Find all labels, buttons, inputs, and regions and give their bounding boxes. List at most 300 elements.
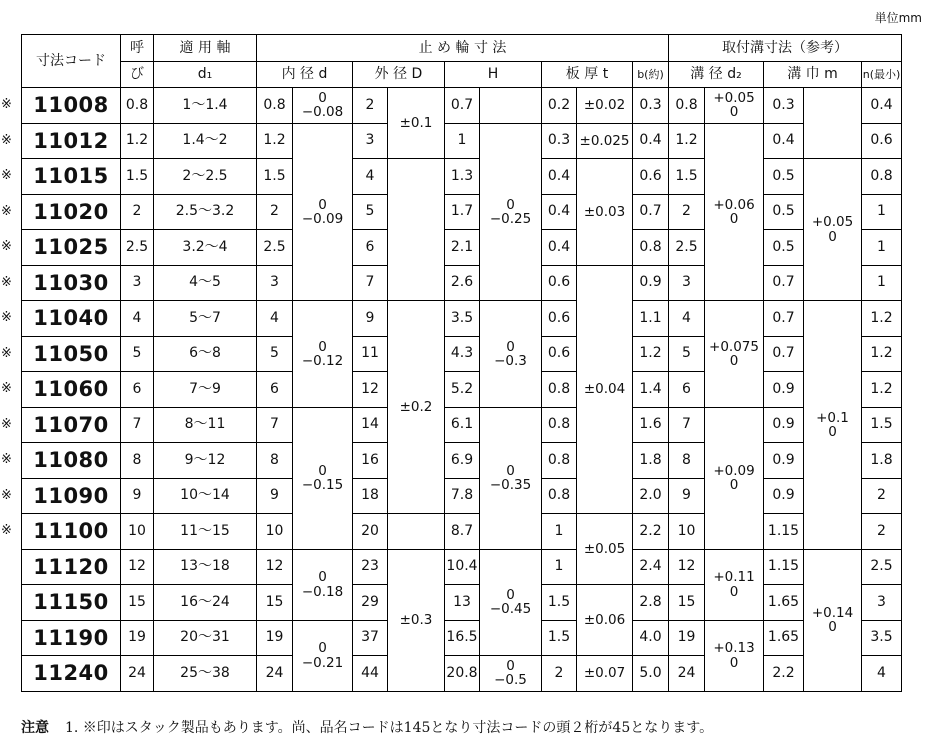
nominal-size: 24 (121, 656, 154, 692)
stack-mark: ※ (1, 523, 12, 538)
table-row (22, 585, 902, 621)
table-row (22, 656, 902, 692)
stack-mark: ※ (1, 275, 12, 290)
footnote (21, 717, 713, 737)
n-min: 1 (862, 265, 902, 301)
groove-diameter: 1.2 (669, 123, 705, 159)
thickness-tolerance: ±0.04 (577, 265, 633, 514)
outer-diameter: 29 (353, 585, 388, 621)
h-value: 4.3 (445, 336, 480, 372)
groove-width: 1.15 (764, 549, 804, 585)
b-approx: 1.4 (633, 372, 669, 408)
header-dimension-code: 寸法コード (22, 35, 121, 88)
groove-width-tolerance (804, 301, 862, 550)
header-thickness: 板 厚 t (542, 62, 633, 88)
h-tolerance (480, 301, 542, 408)
groove-width: 0.9 (764, 478, 804, 514)
b-approx: 4.0 (633, 620, 669, 656)
tolerance-line: −0.09 (301, 210, 344, 227)
h-tolerance (480, 407, 542, 549)
groove-diameter: 19 (669, 620, 705, 656)
outer-diameter: 6 (353, 230, 388, 266)
groove-diameter: 4 (669, 301, 705, 337)
inner-diameter: 5 (257, 336, 293, 372)
applicable-shaft: 4～5 (154, 265, 257, 301)
nominal-size: 2.5 (121, 230, 154, 266)
tolerance-line: 0 (318, 462, 327, 479)
stack-mark: ※ (1, 133, 12, 148)
inner-diameter-tolerance (293, 620, 353, 691)
thickness: 0.4 (542, 230, 577, 266)
table-row (22, 443, 902, 479)
groove-width: 0.4 (764, 123, 804, 159)
thickness-tolerance: ±0.03 (577, 159, 633, 266)
stack-mark: ※ (1, 239, 12, 254)
tolerance-line: 0 (729, 477, 739, 493)
outer-diameter: 11 (353, 336, 388, 372)
n-min: 1.2 (862, 336, 902, 372)
thickness: 0.6 (542, 265, 577, 301)
b-approx: 1.6 (633, 407, 669, 443)
thickness: 1 (542, 549, 577, 585)
table-row (22, 265, 902, 301)
tolerance-line: 0 (506, 462, 515, 479)
table-row (22, 336, 902, 372)
tolerance-line: −0.3 (494, 352, 527, 369)
tolerance-line: 0 (729, 210, 739, 227)
header-h: H (445, 62, 542, 88)
groove-diameter-tolerance (705, 301, 764, 408)
header-ring-dimensions: 止 め 輪 寸 法 (257, 35, 669, 62)
dimension-code: 11020 (22, 194, 121, 230)
outer-diameter-tolerance (388, 514, 445, 550)
groove-diameter-tolerance (705, 123, 764, 301)
groove-diameter-tolerance (705, 88, 764, 124)
dimension-code: 11070 (22, 407, 121, 443)
outer-diameter-tolerance: ±0.3 (388, 549, 445, 691)
inner-diameter: 0.8 (257, 88, 293, 124)
h-tolerance (480, 123, 542, 301)
header-nominal-top: 呼 (121, 35, 154, 62)
thickness: 0.8 (542, 407, 577, 443)
applicable-shaft: 2.5～3.2 (154, 194, 257, 230)
h-value: 6.9 (445, 443, 480, 479)
applicable-shaft: 5～7 (154, 301, 257, 337)
n-min: 1 (862, 194, 902, 230)
thickness: 0.3 (542, 123, 577, 159)
applicable-shaft: 6～8 (154, 336, 257, 372)
applicable-shaft: 1～1.4 (154, 88, 257, 124)
tolerance-line: 0 (318, 338, 327, 355)
groove-width: 0.9 (764, 407, 804, 443)
snap-ring-dimension-table (21, 34, 902, 692)
groove-width: 2.2 (764, 656, 804, 692)
n-min: 0.8 (862, 159, 902, 195)
groove-width-tolerance (804, 159, 862, 301)
b-approx: 5.0 (633, 656, 669, 692)
table-row (22, 88, 902, 124)
h-value: 10.4 (445, 549, 480, 585)
inner-diameter: 7 (257, 407, 293, 443)
table-row (22, 478, 902, 514)
nominal-size: 2 (121, 194, 154, 230)
stack-mark: ※ (1, 381, 12, 396)
groove-width: 1.65 (764, 620, 804, 656)
inner-diameter: 8 (257, 443, 293, 479)
inner-diameter-tolerance (293, 407, 353, 549)
applicable-shaft: 2～2.5 (154, 159, 257, 195)
b-approx: 2.8 (633, 585, 669, 621)
outer-diameter: 5 (353, 194, 388, 230)
b-approx: 1.8 (633, 443, 669, 479)
inner-diameter: 3 (257, 265, 293, 301)
groove-diameter-tolerance (705, 620, 764, 691)
outer-diameter: 18 (353, 478, 388, 514)
tolerance-line: +0.05 (713, 90, 755, 107)
tolerance-line: 0 (318, 196, 327, 213)
nominal-size: 6 (121, 372, 154, 408)
inner-diameter: 1.5 (257, 159, 293, 195)
h-value: 2.1 (445, 230, 480, 266)
h-value: 3.5 (445, 301, 480, 337)
stack-mark: ※ (1, 310, 12, 325)
groove-width: 0.7 (764, 265, 804, 301)
thickness: 0.6 (542, 336, 577, 372)
tolerance-line: −0.25 (489, 210, 532, 227)
applicable-shaft: 3.2～4 (154, 230, 257, 266)
tolerance-line: −0.08 (301, 104, 344, 121)
groove-diameter: 1.5 (669, 159, 705, 195)
tolerance-line: 0 (318, 90, 327, 107)
applicable-shaft: 8～11 (154, 407, 257, 443)
b-approx: 1.2 (633, 336, 669, 372)
groove-diameter: 3 (669, 265, 705, 301)
thickness: 0.8 (542, 478, 577, 514)
b-approx: 0.3 (633, 88, 669, 124)
tolerance-line: +0.06 (713, 196, 755, 213)
dimension-code: 11190 (22, 620, 121, 656)
n-min: 2 (862, 478, 902, 514)
n-min: 1.5 (862, 407, 902, 443)
tolerance-line: 0 (828, 423, 837, 440)
inner-diameter-tolerance (293, 549, 353, 620)
inner-diameter: 6 (257, 372, 293, 408)
groove-width: 0.7 (764, 301, 804, 337)
dimension-code: 11025 (22, 230, 121, 266)
h-value: 1.3 (445, 159, 480, 195)
outer-diameter: 2 (353, 88, 388, 124)
applicable-shaft: 16～24 (154, 585, 257, 621)
applicable-shaft: 20～31 (154, 620, 257, 656)
applicable-shaft: 11～15 (154, 514, 257, 550)
nominal-size: 12 (121, 549, 154, 585)
header-shaft-top: 適 用 軸 (154, 35, 257, 62)
outer-diameter: 14 (353, 407, 388, 443)
nominal-size: 1.2 (121, 123, 154, 159)
groove-diameter: 24 (669, 656, 705, 692)
thickness: 0.8 (542, 443, 577, 479)
table-row (22, 123, 902, 159)
tolerance-line: 0 (729, 352, 739, 369)
n-min: 3 (862, 585, 902, 621)
stack-mark: ※ (1, 452, 12, 467)
inner-diameter-tolerance (293, 123, 353, 301)
tolerance-line: −0.12 (301, 352, 344, 369)
groove-width: 1.65 (764, 585, 804, 621)
outer-diameter: 4 (353, 159, 388, 195)
tolerance-line: +0.09 (713, 462, 755, 479)
b-approx: 0.9 (633, 265, 669, 301)
groove-width: 0.5 (764, 159, 804, 195)
tolerance-line: +0.11 (713, 569, 755, 586)
tolerance-line: 0 (506, 196, 515, 213)
groove-diameter: 2.5 (669, 230, 705, 266)
unit-label: 単位mm (874, 11, 922, 25)
tolerance-line: −0.45 (489, 601, 532, 618)
outer-diameter: 16 (353, 443, 388, 479)
h-value: 7.8 (445, 478, 480, 514)
b-approx: 0.7 (633, 194, 669, 230)
nominal-size: 3 (121, 265, 154, 301)
groove-width: 1.15 (764, 514, 804, 550)
dimension-code: 11100 (22, 514, 121, 550)
groove-diameter: 5 (669, 336, 705, 372)
groove-diameter: 12 (669, 549, 705, 585)
groove-width: 0.3 (764, 88, 804, 124)
thickness-tolerance: ±0.02 (577, 88, 633, 124)
footnote-text: 1. ※印はスタック製品もあります。尚、品名コードは145となり寸法コードの頭２桁が45となります。 (65, 720, 714, 736)
header-inner-diameter: 内 径 d (257, 62, 353, 88)
tolerance-line: 0 (729, 104, 739, 121)
n-min: 1 (862, 230, 902, 266)
thickness: 0.2 (542, 88, 577, 124)
applicable-shaft: 7～9 (154, 372, 257, 408)
inner-diameter: 4 (257, 301, 293, 337)
groove-diameter-tolerance (705, 549, 764, 620)
nominal-size: 7 (121, 407, 154, 443)
outer-diameter: 7 (353, 265, 388, 301)
outer-diameter: 44 (353, 656, 388, 692)
b-approx: 2.0 (633, 478, 669, 514)
groove-width: 0.5 (764, 194, 804, 230)
tolerance-line: 0 (828, 619, 837, 635)
tolerance-line: +0.1 (816, 409, 849, 426)
groove-diameter: 8 (669, 443, 705, 479)
tolerance-line: −0.35 (489, 477, 532, 493)
dimension-code: 11090 (22, 478, 121, 514)
n-min: 1.8 (862, 443, 902, 479)
b-approx: 2.4 (633, 549, 669, 585)
dimension-code: 11060 (22, 372, 121, 408)
n-min: 1.2 (862, 372, 902, 408)
h-tolerance (480, 549, 542, 656)
header-groove-dimensions: 取付溝寸法（参考） (669, 35, 902, 62)
b-approx: 0.6 (633, 159, 669, 195)
table-row (22, 230, 902, 266)
dimension-code: 11040 (22, 301, 121, 337)
thickness-tolerance: ±0.07 (577, 656, 633, 692)
groove-width-tolerance (804, 549, 862, 691)
nominal-size: 10 (121, 514, 154, 550)
inner-diameter: 19 (257, 620, 293, 656)
nominal-size: 5 (121, 336, 154, 372)
tolerance-line: +0.13 (713, 640, 755, 657)
outer-diameter: 37 (353, 620, 388, 656)
tolerance-line: 0 (506, 658, 515, 675)
tolerance-line: 0 (318, 569, 327, 586)
stack-mark: ※ (1, 97, 12, 112)
table-row (22, 372, 902, 408)
outer-diameter: 12 (353, 372, 388, 408)
table-row (22, 620, 902, 656)
tolerance-line: +0.14 (811, 604, 854, 621)
h-value: 2.6 (445, 265, 480, 301)
tolerance-line: 0 (828, 228, 837, 245)
applicable-shaft: 25～38 (154, 656, 257, 692)
outer-diameter: 9 (353, 301, 388, 337)
nominal-size: 9 (121, 478, 154, 514)
b-approx: 0.4 (633, 123, 669, 159)
thickness: 0.6 (542, 301, 577, 337)
groove-width: 0.9 (764, 443, 804, 479)
h-value: 5.2 (445, 372, 480, 408)
n-min: 0.4 (862, 88, 902, 124)
groove-diameter: 15 (669, 585, 705, 621)
b-approx: 2.2 (633, 514, 669, 550)
tolerance-line: 0 (506, 587, 515, 604)
tolerance-line: 0 (318, 640, 327, 657)
groove-diameter: 6 (669, 372, 705, 408)
stack-mark: ※ (1, 346, 12, 361)
dimension-code: 11015 (22, 159, 121, 195)
inner-diameter: 10 (257, 514, 293, 550)
thickness: 1.5 (542, 620, 577, 656)
h-value: 1 (445, 123, 480, 159)
dimension-code: 11030 (22, 265, 121, 301)
inner-diameter-tolerance (293, 88, 353, 124)
n-min: 1.2 (862, 301, 902, 337)
h-value: 20.8 (445, 656, 480, 692)
table-row (22, 549, 902, 585)
tolerance-line: +0.05 (811, 214, 854, 231)
dimension-code: 11012 (22, 123, 121, 159)
tolerance-line: 0 (729, 583, 739, 600)
outer-diameter-tolerance: ±0.1 (388, 88, 445, 159)
tolerance-line: 0 (729, 654, 739, 671)
n-min: 2 (862, 514, 902, 550)
header-shaft-bottom: d₁ (154, 62, 257, 88)
header-outer-diameter: 外 径 D (353, 62, 445, 88)
table-row (22, 407, 902, 443)
groove-width: 0.7 (764, 336, 804, 372)
n-min: 3.5 (862, 620, 902, 656)
outer-diameter-tolerance: ±0.2 (388, 301, 445, 514)
dimension-code: 11150 (22, 585, 121, 621)
table-row (22, 159, 902, 195)
stack-mark: ※ (1, 168, 12, 183)
groove-diameter: 0.8 (669, 88, 705, 124)
header-nominal-bottom: び (121, 62, 154, 88)
groove-diameter: 9 (669, 478, 705, 514)
dimension-code: 11120 (22, 549, 121, 585)
tolerance-line: −0.21 (301, 654, 344, 671)
dimension-code: 11008 (22, 88, 121, 124)
nominal-size: 15 (121, 585, 154, 621)
thickness: 0.4 (542, 194, 577, 230)
stack-mark: ※ (1, 204, 12, 219)
header-groove-diameter: 溝 径 d₂ (669, 62, 764, 88)
footnote-label: 注意 (21, 720, 49, 736)
h-tolerance (480, 656, 542, 692)
h-value: 13 (445, 585, 480, 621)
inner-diameter: 2.5 (257, 230, 293, 266)
table-row (22, 514, 902, 550)
n-min: 2.5 (862, 549, 902, 585)
dimension-code: 11050 (22, 336, 121, 372)
inner-diameter-tolerance (293, 301, 353, 408)
h-value: 16.5 (445, 620, 480, 656)
groove-width: 0.5 (764, 230, 804, 266)
thickness-tolerance: ±0.06 (577, 585, 633, 656)
groove-width-tolerance (804, 88, 862, 159)
tolerance-line: −0.15 (301, 477, 344, 493)
stack-mark: ※ (1, 417, 12, 432)
groove-diameter: 10 (669, 514, 705, 550)
applicable-shaft: 9～12 (154, 443, 257, 479)
nominal-size: 8 (121, 443, 154, 479)
groove-diameter: 2 (669, 194, 705, 230)
h-value: 0.7 (445, 88, 480, 124)
h-value: 1.7 (445, 194, 480, 230)
thickness: 0.4 (542, 159, 577, 195)
h-value: 8.7 (445, 514, 480, 550)
outer-diameter: 3 (353, 123, 388, 159)
tolerance-line: −0.5 (494, 672, 527, 689)
thickness-tolerance: ±0.05 (577, 514, 633, 585)
h-tolerance (480, 88, 542, 124)
tolerance-line: +0.075 (709, 338, 759, 355)
header-b-approx: b(約) (633, 62, 669, 88)
inner-diameter: 15 (257, 585, 293, 621)
b-approx: 0.8 (633, 230, 669, 266)
inner-diameter: 2 (257, 194, 293, 230)
thickness-tolerance: ±0.025 (577, 123, 633, 159)
nominal-size: 0.8 (121, 88, 154, 124)
outer-diameter-tolerance (388, 159, 445, 301)
dimension-code: 11240 (22, 656, 121, 692)
thickness: 0.8 (542, 372, 577, 408)
applicable-shaft: 13～18 (154, 549, 257, 585)
inner-diameter: 12 (257, 549, 293, 585)
stack-mark: ※ (1, 488, 12, 503)
thickness: 1 (542, 514, 577, 550)
header-groove-width: 溝 巾 m (764, 62, 862, 88)
h-value: 6.1 (445, 407, 480, 443)
dimension-code: 11080 (22, 443, 121, 479)
thickness: 1.5 (542, 585, 577, 621)
nominal-size: 1.5 (121, 159, 154, 195)
thickness: 2 (542, 656, 577, 692)
tolerance-line: 0 (506, 338, 515, 355)
groove-diameter-tolerance (705, 407, 764, 549)
inner-diameter: 9 (257, 478, 293, 514)
outer-diameter: 20 (353, 514, 388, 550)
groove-diameter: 7 (669, 407, 705, 443)
outer-diameter: 23 (353, 549, 388, 585)
table-row (22, 194, 902, 230)
b-approx: 1.1 (633, 301, 669, 337)
tolerance-line: −0.18 (301, 583, 344, 600)
